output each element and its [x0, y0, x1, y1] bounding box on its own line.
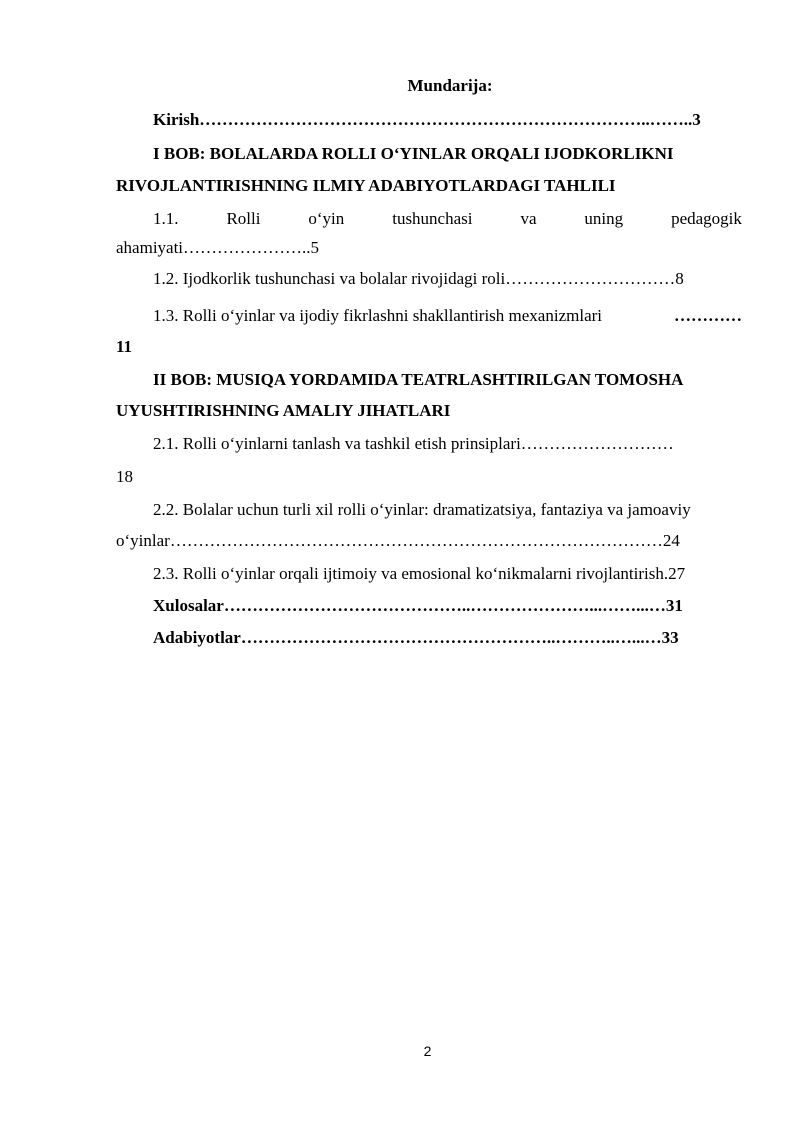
toc-section-1-3-dots: …………	[674, 306, 742, 325]
toc-word: Rolli	[226, 209, 261, 228]
toc-section-1-1-line-2: ahamiyati…………………..5	[116, 238, 320, 257]
toc-entry-adabiyotlar: Adabiyotlar………………………………………………..………..…...…33	[153, 628, 679, 647]
toc-section-1-3-line-1	[153, 304, 742, 328]
page-number: 2	[423, 1043, 432, 1059]
toc-section-2-1-page: 18	[116, 467, 133, 486]
toc-section-2-1-line-1: 2.1. Rolli o‘yinlarni tanlash va tashkil etish prinsiplari………………………	[153, 434, 674, 453]
toc-section-2-2-line-1: 2.2. Bolalar uchun turli xil rolli o‘yinlar: dramatizatsiya, fantaziya va jamoaviy	[153, 500, 691, 519]
toc-word: tushunchasi	[392, 209, 473, 228]
toc-chapter-1-line-2: RIVOJLANTIRISHNING ILMIY ADABIYOTLARDAGI TAHLILI	[116, 176, 616, 195]
toc-section-1-1-line-1	[153, 207, 742, 231]
toc-section-2-3: 2.3. Rolli o‘yinlar orqali ijtimoiy va emosional ko‘nikmalarni rivojlantirish.27	[153, 564, 686, 583]
toc-chapter-2-line-1: II BOB: MUSIQA YORDAMIDA TEATRLASHTIRILGAN TOMOSHA	[153, 370, 684, 389]
toc-section-1-2: 1.2. Ijodkorlik tushunchasi va bolalar rivojidagi roli…………………………8	[153, 269, 684, 288]
toc-section-1-3-text: 1.3. Rolli o‘yinlar va ijodiy fikrlashni shakllantirish mexanizmlari	[153, 306, 602, 325]
toc-entry-xulosalar: Xulosalar……………………………………..…………………...……...…31	[153, 596, 683, 615]
toc-section-1-3-page: 11	[116, 337, 133, 356]
toc-chapter-2-line-2: UYUSHTIRISHNING AMALIY JIHATLARI	[116, 401, 451, 420]
toc-word: o‘yin	[308, 209, 345, 228]
toc-entry-kirish: Kirish……………………………………………………………………..……..3	[153, 110, 701, 129]
toc-word: pedagogik	[671, 209, 742, 228]
toc-chapter-1-line-1: I BOB: BOLALARDA ROLLI O‘YINLAR ORQALI IJODKORLIKNI	[153, 144, 674, 163]
toc-section-2-2-line-2: o‘yinlar……………………………………………………………………………24	[116, 531, 680, 550]
toc-title: Mundarija:	[407, 76, 493, 95]
toc-word: uning	[584, 209, 624, 228]
toc-word: va	[520, 209, 537, 228]
toc-word: 1.1.	[153, 209, 179, 228]
